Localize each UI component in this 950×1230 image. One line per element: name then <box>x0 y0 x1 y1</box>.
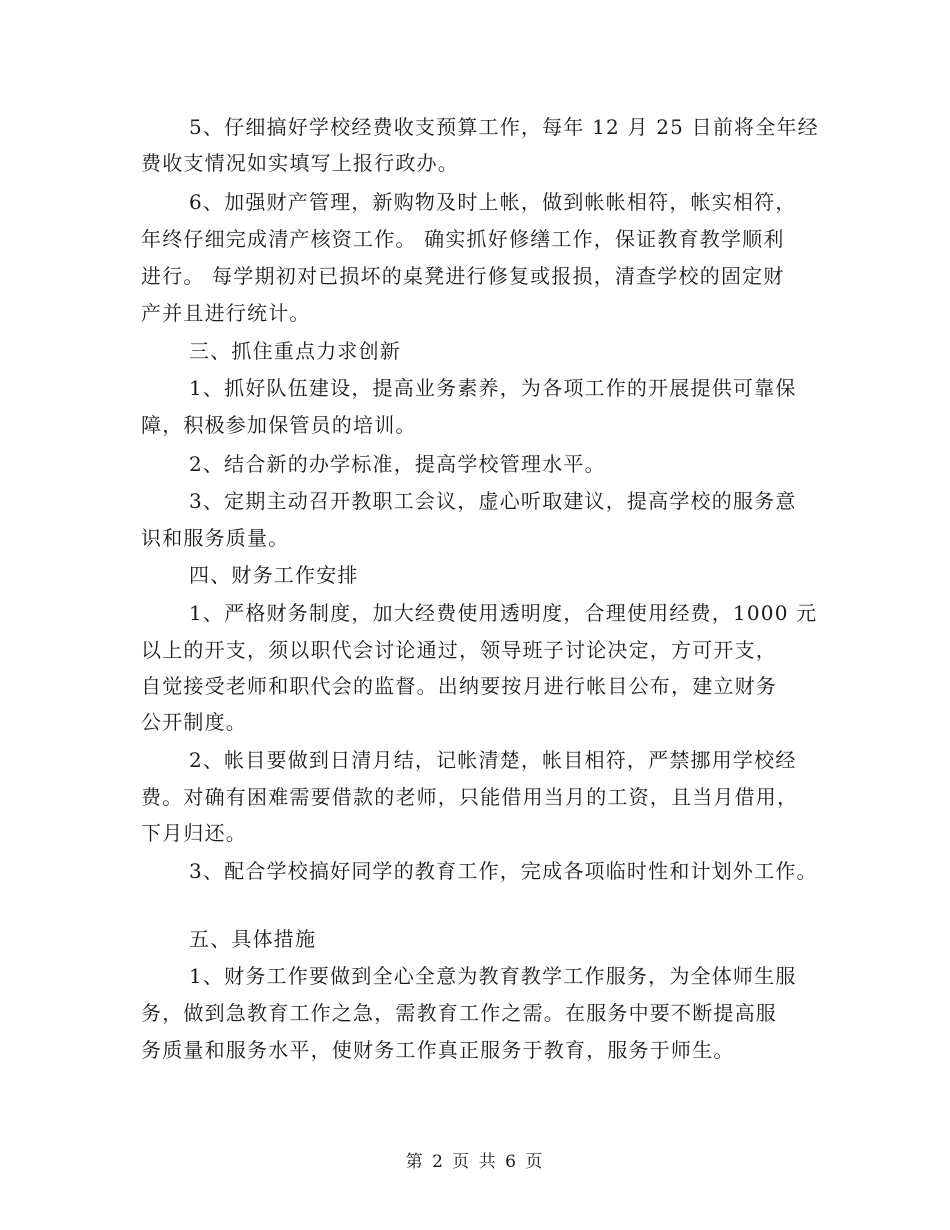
section-heading: 五、具体措施 <box>189 927 317 951</box>
text-line: 下月归还。 <box>141 821 247 845</box>
text-line: 公开制度。 <box>141 710 247 734</box>
text-line: 5、仔细搞好学校经费收支预算工作，每年 12 月 25 日前将全年经 <box>189 115 819 139</box>
text-line: 务，做到急教育工作之急，需教育工作之需。在服务中要不断提高服 <box>141 1001 777 1025</box>
text-line: 2、帐目要做到日清月结，记帐清楚，帐目相符，严禁挪用学校经 <box>189 748 797 772</box>
text-line: 3、定期主动召开教职工会议，虚心听取建议，提高学校的服务意 <box>189 489 797 513</box>
text-line: 3、配合学校搞好同学的教育工作，完成各项临时性和计划外工作。 <box>189 859 818 883</box>
text-line: 自觉接受老师和职代会的监督。出纳要按月进行帐目公布，建立财务 <box>141 674 777 698</box>
text-line: 年终仔细完成清产核资工作。 确实抓好修缮工作，保证教育教学顺利 <box>141 227 785 251</box>
section-heading: 三、抓住重点力求创新 <box>189 339 401 363</box>
text-line: 1、财务工作要做到全心全意为教育教学工作服务，为全体师生服 <box>189 964 797 988</box>
text-line: 6、加强财产管理，新购物及时上帐，做到帐帐相符，帐实相符， <box>189 190 797 214</box>
text-line: 1、抓好队伍建设，提高业务素养，为各项工作的开展提供可靠保 <box>189 376 797 400</box>
text-line: 费。对确有困难需要借款的老师，只能借用当月的工资，且当月借用， <box>141 785 799 809</box>
text-line: 识和服务质量。 <box>141 526 290 550</box>
section-heading: 四、财务工作安排 <box>189 563 359 587</box>
text-line: 障，积极参加保管员的培训。 <box>141 413 417 437</box>
text-line: 费收支情况如实填写上报行政办。 <box>141 151 459 175</box>
text-line: 务质量和服务水平，使财务工作真正服务于教育，服务于师生。 <box>141 1038 735 1062</box>
text-line: 以上的开支，须以职代会讨论通过，领导班子讨论决定，方可开支， <box>141 638 777 662</box>
page-number: 第 2 页 共 6 页 <box>405 1152 545 1172</box>
text-line: 2、结合新的办学标准，提高学校管理水平。 <box>189 452 606 476</box>
text-line: 进行。 每学期初对已损坏的桌凳进行修复或报损，清查学校的固定财 <box>141 264 785 288</box>
text-line: 产并且进行统计。 <box>141 301 311 325</box>
text-line: 1、严格财务制度，加大经费使用透明度，合理使用经费，1000 元 <box>189 601 818 625</box>
